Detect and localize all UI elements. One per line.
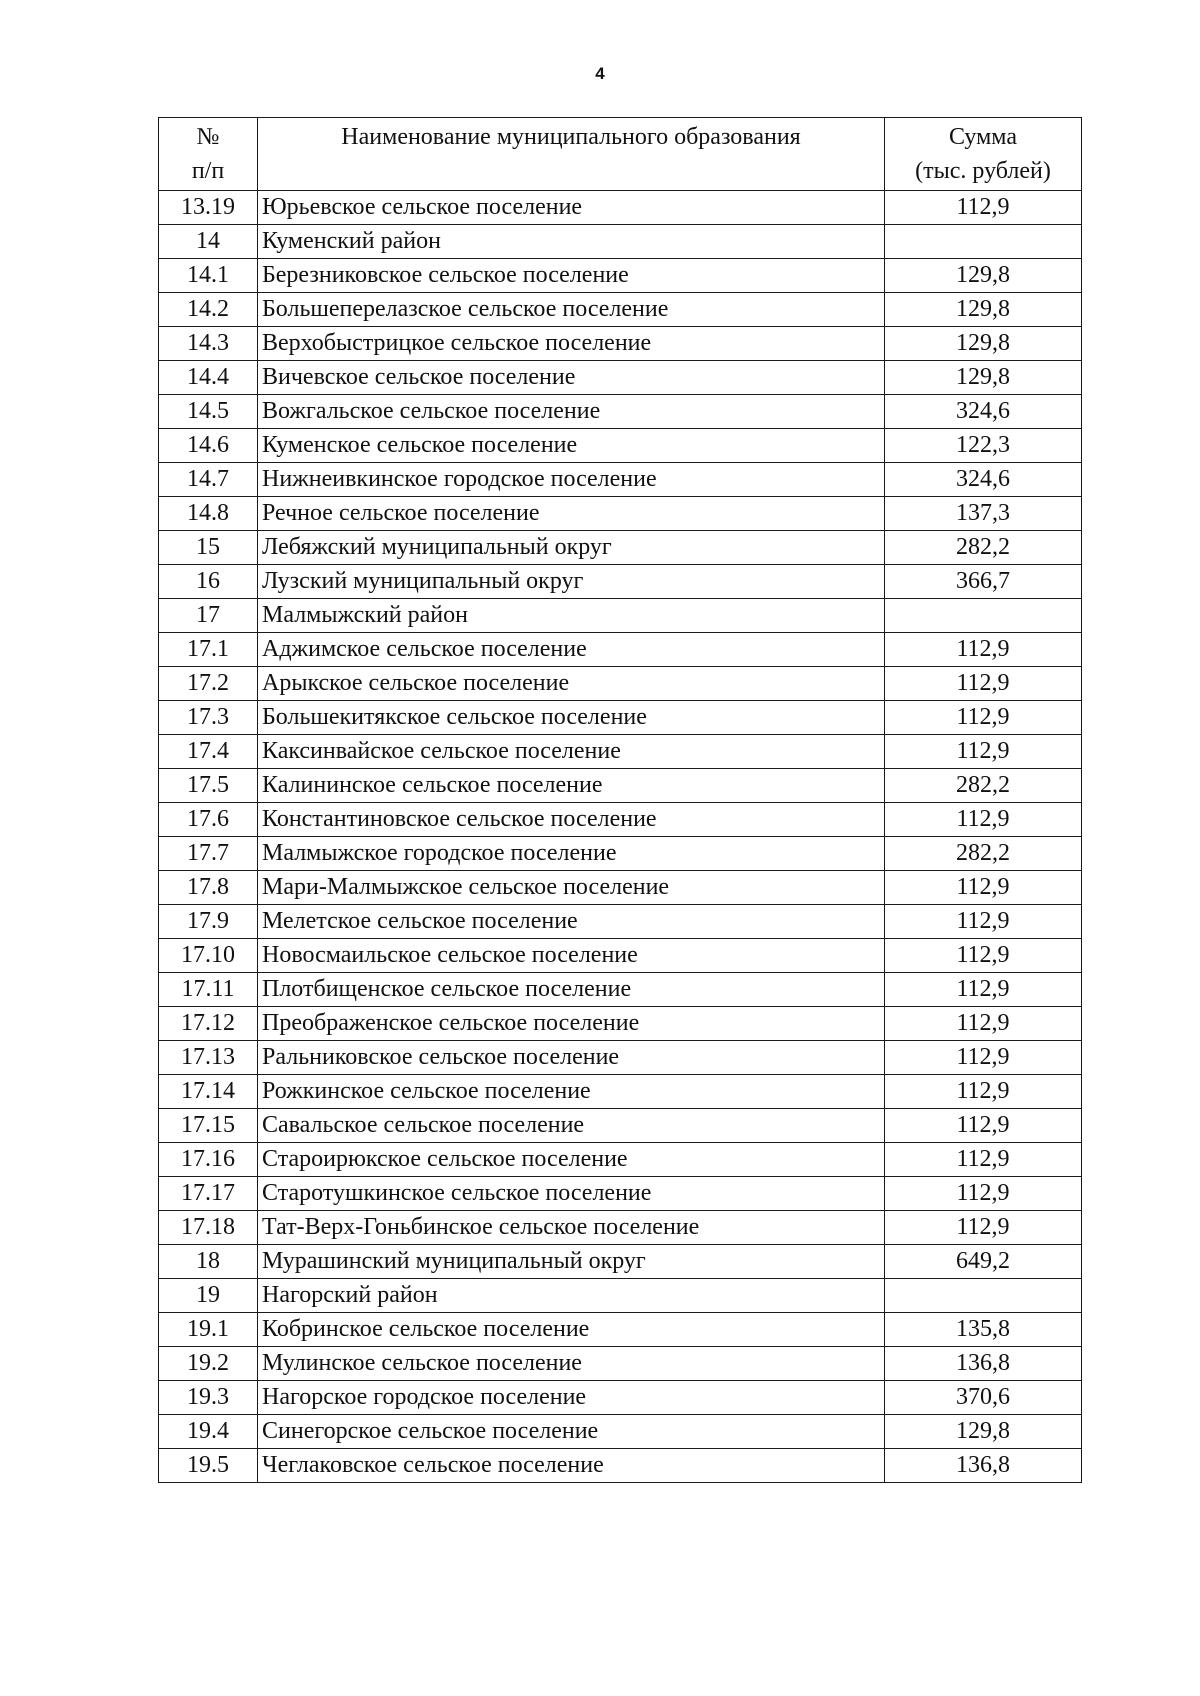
- row-sum: 112,9: [885, 871, 1082, 905]
- row-sum: 649,2: [885, 1245, 1082, 1279]
- row-name: Рожкинское сельское поселение: [258, 1075, 885, 1109]
- row-number: 17.11: [159, 973, 258, 1007]
- row-name: Нагорский район: [258, 1279, 885, 1313]
- row-number: 14.8: [159, 497, 258, 531]
- table-row: [159, 1211, 1082, 1245]
- table-row: [159, 1313, 1082, 1347]
- row-name: Верхобыстрицкое сельское поселение: [258, 327, 885, 361]
- allocation-table: [158, 117, 1082, 1483]
- row-sum: 282,2: [885, 531, 1082, 565]
- header-number-line1: №: [196, 124, 220, 150]
- row-name: Большекитякское сельское поселение: [258, 701, 885, 735]
- row-name: Березниковское сельское поселение: [258, 259, 885, 293]
- table-row: [159, 293, 1082, 327]
- row-sum: 137,3: [885, 497, 1082, 531]
- row-number: 17.13: [159, 1041, 258, 1075]
- table-row: [159, 497, 1082, 531]
- table-row: [159, 1075, 1082, 1109]
- row-sum: 129,8: [885, 1415, 1082, 1449]
- row-name: Аджимское сельское поселение: [258, 633, 885, 667]
- table-row: [159, 633, 1082, 667]
- row-sum: 370,6: [885, 1381, 1082, 1415]
- row-name: Тат-Верх-Гоньбинское сельское поселение: [258, 1211, 885, 1245]
- row-sum: 129,8: [885, 327, 1082, 361]
- table-row: [159, 531, 1082, 565]
- row-name: Старотушкинское сельское поселение: [258, 1177, 885, 1211]
- table-row: [159, 1041, 1082, 1075]
- row-number: 19.4: [159, 1415, 258, 1449]
- row-name: Мари-Малмыжское сельское поселение: [258, 871, 885, 905]
- row-name: Нижнеивкинское городское поселение: [258, 463, 885, 497]
- row-number: 17.14: [159, 1075, 258, 1109]
- table-row: [159, 429, 1082, 463]
- row-sum: 112,9: [885, 1041, 1082, 1075]
- row-sum: 136,8: [885, 1347, 1082, 1381]
- table-row: [159, 395, 1082, 429]
- row-number: 19.5: [159, 1449, 258, 1483]
- row-number: 14.7: [159, 463, 258, 497]
- row-sum: 112,9: [885, 1075, 1082, 1109]
- table-row: [159, 463, 1082, 497]
- row-sum: 282,2: [885, 769, 1082, 803]
- row-name: Мурашинский муниципальный округ: [258, 1245, 885, 1279]
- row-sum: 282,2: [885, 837, 1082, 871]
- table-row: [159, 1007, 1082, 1041]
- table-row: [159, 1415, 1082, 1449]
- row-number: 17.8: [159, 871, 258, 905]
- row-number: 14.4: [159, 361, 258, 395]
- row-name: Вичевское сельское поселение: [258, 361, 885, 395]
- row-name: Калининское сельское поселение: [258, 769, 885, 803]
- row-number: 18: [159, 1245, 258, 1279]
- row-sum: 136,8: [885, 1449, 1082, 1483]
- table-row: [159, 1177, 1082, 1211]
- table-row: [159, 803, 1082, 837]
- table-row: [159, 871, 1082, 905]
- row-name: Новосмаильское сельское поселение: [258, 939, 885, 973]
- row-sum: 112,9: [885, 1109, 1082, 1143]
- table-row: [159, 361, 1082, 395]
- row-name: Каксинвайское сельское поселение: [258, 735, 885, 769]
- row-number: 19.3: [159, 1381, 258, 1415]
- row-number: 17: [159, 599, 258, 633]
- row-name: Мелетское сельское поселение: [258, 905, 885, 939]
- header-sum-line1: Сумма: [949, 124, 1017, 150]
- row-name: Нагорское городское поселение: [258, 1381, 885, 1415]
- row-name: Константиновское сельское поселение: [258, 803, 885, 837]
- row-name: Лузский муниципальный округ: [258, 565, 885, 599]
- row-number: 17.12: [159, 1007, 258, 1041]
- row-number: 13.19: [159, 191, 258, 225]
- row-name: Лебяжский муниципальный округ: [258, 531, 885, 565]
- table-row: [159, 327, 1082, 361]
- row-name: Чеглаковское сельское поселение: [258, 1449, 885, 1483]
- row-sum: 112,9: [885, 1143, 1082, 1177]
- row-number: 14.3: [159, 327, 258, 361]
- row-sum: 112,9: [885, 191, 1082, 225]
- row-sum: 112,9: [885, 973, 1082, 1007]
- row-name: Куменское сельское поселение: [258, 429, 885, 463]
- row-number: 16: [159, 565, 258, 599]
- row-number: 14: [159, 225, 258, 259]
- table-header: [159, 118, 1082, 191]
- row-number: 19.1: [159, 1313, 258, 1347]
- table-row: [159, 905, 1082, 939]
- row-number: 14.1: [159, 259, 258, 293]
- row-name: Большеперелазское сельское поселение: [258, 293, 885, 327]
- row-sum: 129,8: [885, 259, 1082, 293]
- table-row: [159, 1109, 1082, 1143]
- row-name: Мулинское сельское поселение: [258, 1347, 885, 1381]
- row-number: 14.2: [159, 293, 258, 327]
- row-number: 17.16: [159, 1143, 258, 1177]
- table-row: [159, 973, 1082, 1007]
- header-number-line2: п/п: [191, 158, 225, 184]
- row-number: 17.1: [159, 633, 258, 667]
- page-number: 4: [595, 64, 605, 83]
- table-body: [159, 191, 1082, 1483]
- row-sum: 112,9: [885, 633, 1082, 667]
- row-name: Савальское сельское поселение: [258, 1109, 885, 1143]
- table-row: [159, 1347, 1082, 1381]
- header-name: Наименование муниципального образования: [258, 118, 885, 191]
- row-number: 17.7: [159, 837, 258, 871]
- row-name: Речное сельское поселение: [258, 497, 885, 531]
- row-number: 19: [159, 1279, 258, 1313]
- row-sum: 112,9: [885, 667, 1082, 701]
- row-sum: [885, 225, 1082, 259]
- row-name: Староирюкское сельское поселение: [258, 1143, 885, 1177]
- row-name: Малмыжский район: [258, 599, 885, 633]
- row-sum: [885, 1279, 1082, 1313]
- row-sum: 129,8: [885, 361, 1082, 395]
- row-name: Вожгальское сельское поселение: [258, 395, 885, 429]
- row-name: Плотбищенское сельское поселение: [258, 973, 885, 1007]
- row-number: 17.18: [159, 1211, 258, 1245]
- row-name: Преображенское сельское поселение: [258, 1007, 885, 1041]
- row-sum: 129,8: [885, 293, 1082, 327]
- table-row: [159, 1449, 1082, 1483]
- table-row: [159, 939, 1082, 973]
- table-row: [159, 259, 1082, 293]
- row-number: 15: [159, 531, 258, 565]
- row-sum: 122,3: [885, 429, 1082, 463]
- table-row: [159, 769, 1082, 803]
- row-number: 17.17: [159, 1177, 258, 1211]
- row-sum: 112,9: [885, 803, 1082, 837]
- header-sum: [885, 118, 1082, 191]
- table-row: [159, 701, 1082, 735]
- row-sum: 112,9: [885, 1007, 1082, 1041]
- row-name: Куменский район: [258, 225, 885, 259]
- table-row: [159, 667, 1082, 701]
- row-name: Синегорское сельское поселение: [258, 1415, 885, 1449]
- row-number: 17.2: [159, 667, 258, 701]
- table-row: [159, 225, 1082, 259]
- row-sum: [885, 599, 1082, 633]
- header-row: [159, 118, 1082, 191]
- row-sum: 135,8: [885, 1313, 1082, 1347]
- row-name: Кобринское сельское поселение: [258, 1313, 885, 1347]
- row-sum: 324,6: [885, 463, 1082, 497]
- row-number: 14.6: [159, 429, 258, 463]
- row-name: Юрьевское сельское поселение: [258, 191, 885, 225]
- table-row: [159, 837, 1082, 871]
- row-number: 17.15: [159, 1109, 258, 1143]
- row-name: Ральниковское сельское поселение: [258, 1041, 885, 1075]
- row-name: Арыкское сельское поселение: [258, 667, 885, 701]
- row-sum: 324,6: [885, 395, 1082, 429]
- row-number: 17.6: [159, 803, 258, 837]
- table-row: [159, 735, 1082, 769]
- row-number: 17.10: [159, 939, 258, 973]
- header-sum-line2: (тыс. рублей): [915, 158, 1051, 184]
- table-row: [159, 599, 1082, 633]
- row-number: 17.9: [159, 905, 258, 939]
- row-sum: 112,9: [885, 701, 1082, 735]
- row-sum: 112,9: [885, 1177, 1082, 1211]
- table-row: [159, 1143, 1082, 1177]
- row-sum: 112,9: [885, 1211, 1082, 1245]
- row-name: Малмыжское городское поселение: [258, 837, 885, 871]
- table-row: [159, 191, 1082, 225]
- row-sum: 112,9: [885, 735, 1082, 769]
- header-number: [159, 118, 258, 191]
- row-sum: 366,7: [885, 565, 1082, 599]
- row-number: 17.3: [159, 701, 258, 735]
- row-number: 19.2: [159, 1347, 258, 1381]
- row-sum: 112,9: [885, 939, 1082, 973]
- row-number: 17.5: [159, 769, 258, 803]
- table-row: [159, 1279, 1082, 1313]
- table-row: [159, 1245, 1082, 1279]
- row-number: 14.5: [159, 395, 258, 429]
- row-sum: 112,9: [885, 905, 1082, 939]
- table-row: [159, 565, 1082, 599]
- table-row: [159, 1381, 1082, 1415]
- row-number: 17.4: [159, 735, 258, 769]
